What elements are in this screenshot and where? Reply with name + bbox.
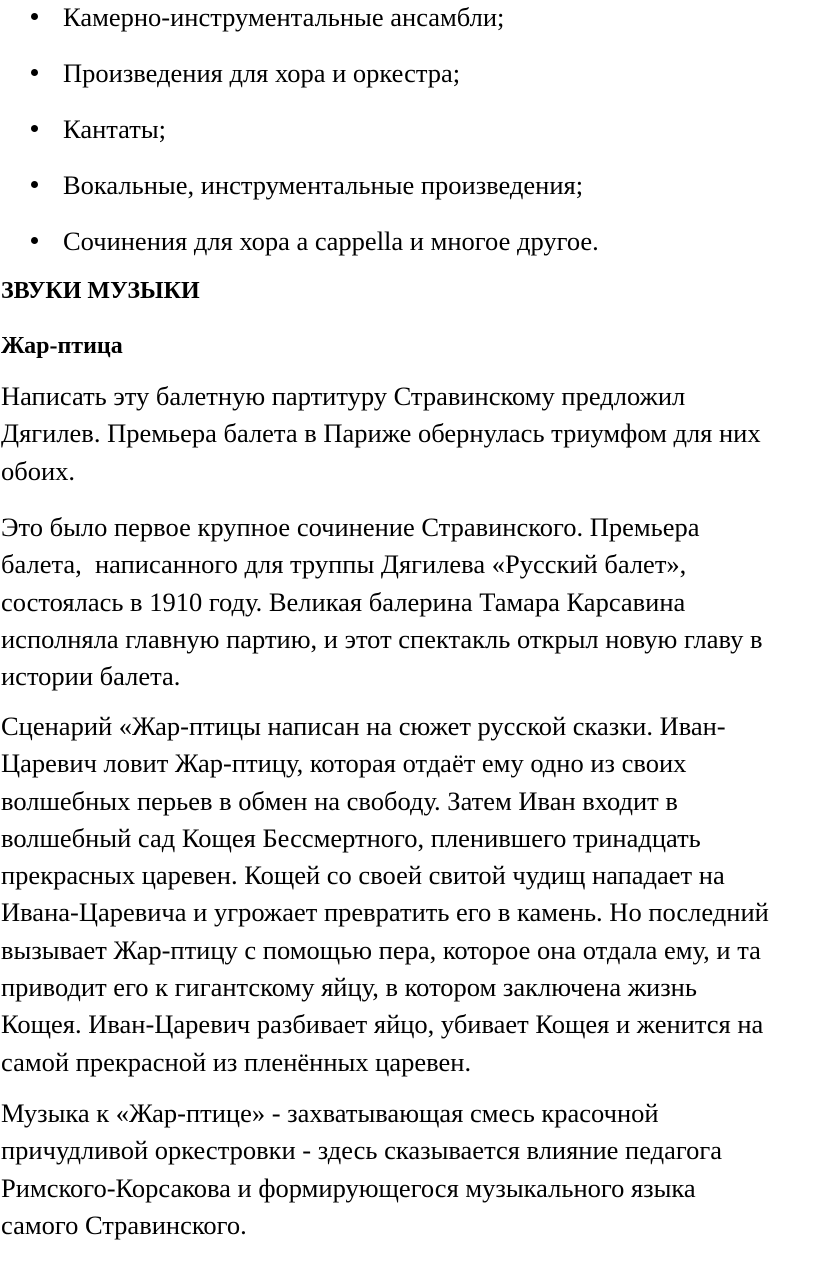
list-item — [0, 168, 816, 208]
paragraph-line: прекрасных царевен. Кощей со своей свитой чудищ нападает на — [1, 860, 725, 891]
section-heading: ЗВУКИ МУЗЫКИ — [1, 278, 200, 304]
paragraph-line: Это было первое крупное сочинение Стравинского. Премьера — [1, 512, 700, 542]
paragraph-line: Кощея. Иван-Царевич разбивает яйцо, убивает Кощея и женится на — [1, 1009, 764, 1040]
bullet-icon — [31, 69, 38, 76]
list-item-text: Камерно-инструментальные ансамбли; — [63, 2, 505, 32]
list-item — [0, 56, 816, 96]
paragraph-line: Римского-Корсакова и формирующегося музыкального языка — [1, 1172, 696, 1203]
list-item — [0, 224, 816, 264]
paragraph-line: Написать эту балетную партитуру Стравинскому предложил — [1, 381, 686, 411]
paragraph-line: исполняла главную партию, и этот спектакль открыл новую главу в — [1, 623, 763, 654]
paragraph-music — [1, 1095, 813, 1244]
paragraph-line: обоих. — [1, 455, 76, 486]
list-item-text: Произведения для хора и оркестра; — [63, 58, 461, 88]
paragraph-line: Царевич ловит Жар-птицу, которая отдаёт ему одно из своих — [1, 748, 687, 779]
bullet-icon — [31, 125, 38, 132]
list-item-text: Кантаты; — [63, 114, 166, 144]
paragraph-premiere — [1, 509, 813, 695]
paragraph-line: балета, написанного для труппы Дягилева «Русский балет», — [1, 549, 687, 580]
bullet-icon — [31, 13, 38, 20]
list-item-text: Сочинения для хора a cappella и многое другое. — [63, 226, 599, 256]
paragraph-line: самого Стравинского. — [1, 1209, 247, 1240]
paragraph-line: причудливой оркестровки - здесь сказывается влияние педагога — [1, 1135, 722, 1166]
paragraph-line: Музыка к «Жар-птице» - захватывающая смесь красочной — [1, 1098, 659, 1128]
paragraph-line: Ивана-Царевича и угрожает превратить его в камень. Но последний — [1, 897, 769, 928]
paragraph-line: волшебный сад Кощея Бессмертного, пленившего тринадцать — [1, 822, 701, 853]
section-subheading: Жар-птица — [1, 333, 123, 359]
paragraph-line: истории балета. — [1, 661, 181, 692]
paragraph-line: приводит его к гигантскому яйцу, в котором заключена жизнь — [1, 972, 697, 1003]
paragraph-line: состоялась в 1910 году. Великая балерина Тамара Карсавина — [1, 586, 686, 617]
list-item — [0, 0, 816, 40]
paragraph-scenario — [1, 708, 813, 1081]
paragraph-line: Дягилев. Премьера балета в Париже обернулась триумфом для них — [1, 418, 761, 449]
bullet-icon — [31, 181, 38, 188]
paragraph-line: вызывает Жар-птицу с помощью пера, которое она отдала ему, и та — [1, 934, 761, 965]
bullet-icon — [31, 237, 38, 244]
list-item — [0, 112, 816, 152]
paragraph-line: самой прекрасной из пленённых царевен. — [1, 1046, 472, 1077]
list-item-text: Вокальные, инструментальные произведения; — [63, 170, 584, 200]
paragraph-line: волшебных перьев в обмен на свободу. Затем Иван входит в — [1, 785, 678, 816]
paragraph-intro — [1, 378, 813, 490]
paragraph-line: Сценарий «Жар-птицы написан на сюжет русской сказки. Иван- — [1, 711, 726, 741]
